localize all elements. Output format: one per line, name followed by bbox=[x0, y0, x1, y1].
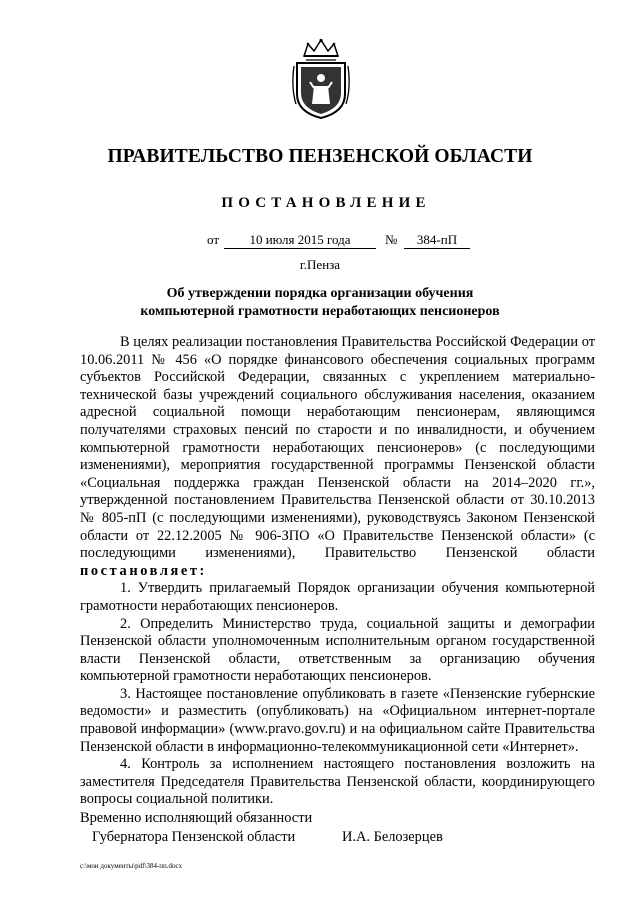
government-title: ПРАВИТЕЛЬСТВО ПЕНЗЕНСКОЙ ОБЛАСТИ bbox=[107, 146, 533, 167]
preamble-text: В целях реализации постановления Правительства Российской Федерации от 10.06.2011 № 456 «О порядке финансового обеспечения социальных программ субъектов Российской Федерации, связанных с укреплением материально-технической базы учреждений социального обслуживания населения, оказанием адресной социальной помощи неработающим пенсионерам, являющимся получателями страховых пенсий по старости и по инвалидности, и обучением компьютерной грамотности неработающих пенсионеров» (с последующими изменениями), мероприятия государственной программы Пензенской области «Социальная поддержка граждан Пензенской области на 2014–2020 гг.», утвержденной постановлением Правительства Пензенской области от 30.10.2013 № 805-пП (с последующими изменениями), руководствуясь Законом Пензенской области от 22.12.2005 № 906-ЗПО «О Правительстве Пензенской области» (с последующими изменениями), Правительство Пензенской области bbox=[80, 334, 595, 562]
signatory-title-line-2: Губернатора Пензенской области bbox=[92, 829, 296, 845]
date-prefix: от bbox=[207, 232, 220, 247]
subject-line-2: компьютерной грамотности неработающих пенсионеров bbox=[140, 304, 500, 319]
decree-subject bbox=[80, 285, 560, 321]
city-name: г.Пенза bbox=[299, 257, 341, 272]
item-4: 4. Контроль за исполнением настоящего постановления возложить на заместителя Председателя Правительства Пензенской области, координирующего вопросы социальной политики. bbox=[80, 756, 595, 808]
subject-line-1: Об утверждении порядка организации обучения bbox=[166, 286, 474, 301]
preamble-paragraph bbox=[80, 334, 595, 580]
resolves-word: постановляет: bbox=[80, 562, 207, 579]
number-sign: № bbox=[385, 232, 398, 247]
decree-date: 10 июля 2015 года bbox=[224, 232, 376, 249]
item-3: 3. Настоящее постановление опубликовать в газете «Пензенские губернские ведомости» и разместить (опубликовать) на «Официальном интернет-портале правовой информации» (www.pravo.gov.ru) и на официальном сайте Правительства Пензенской области в информационно-телекоммуникационной сети «Интернет». bbox=[80, 685, 595, 755]
document-type: ПОСТАНОВЛЕНИЕ bbox=[221, 195, 431, 211]
decree-number: 384-пП bbox=[404, 232, 470, 249]
signatory-title-line-1: Временно исполняющий обязанности bbox=[80, 810, 313, 826]
item-2: 2. Определить Министерство труда, социальной защиты и демографии Пензенской области уполномоченным исполнительным органом государственной власти Пензенской области, ответственным за организацию обучения компьютерной грамотности неработающих пенсионеров. bbox=[80, 615, 595, 685]
signatory-name: И.А. Белозерцев bbox=[342, 829, 443, 845]
file-path: c:\мои документы\pdf\384-пп.docx bbox=[80, 862, 183, 870]
decree-body bbox=[80, 334, 595, 809]
item-1: 1. Утвердить прилагаемый Порядок организации обучения компьютерной грамотности неработающих пенсионеров. bbox=[80, 580, 595, 614]
regional-emblem-icon bbox=[290, 38, 352, 120]
